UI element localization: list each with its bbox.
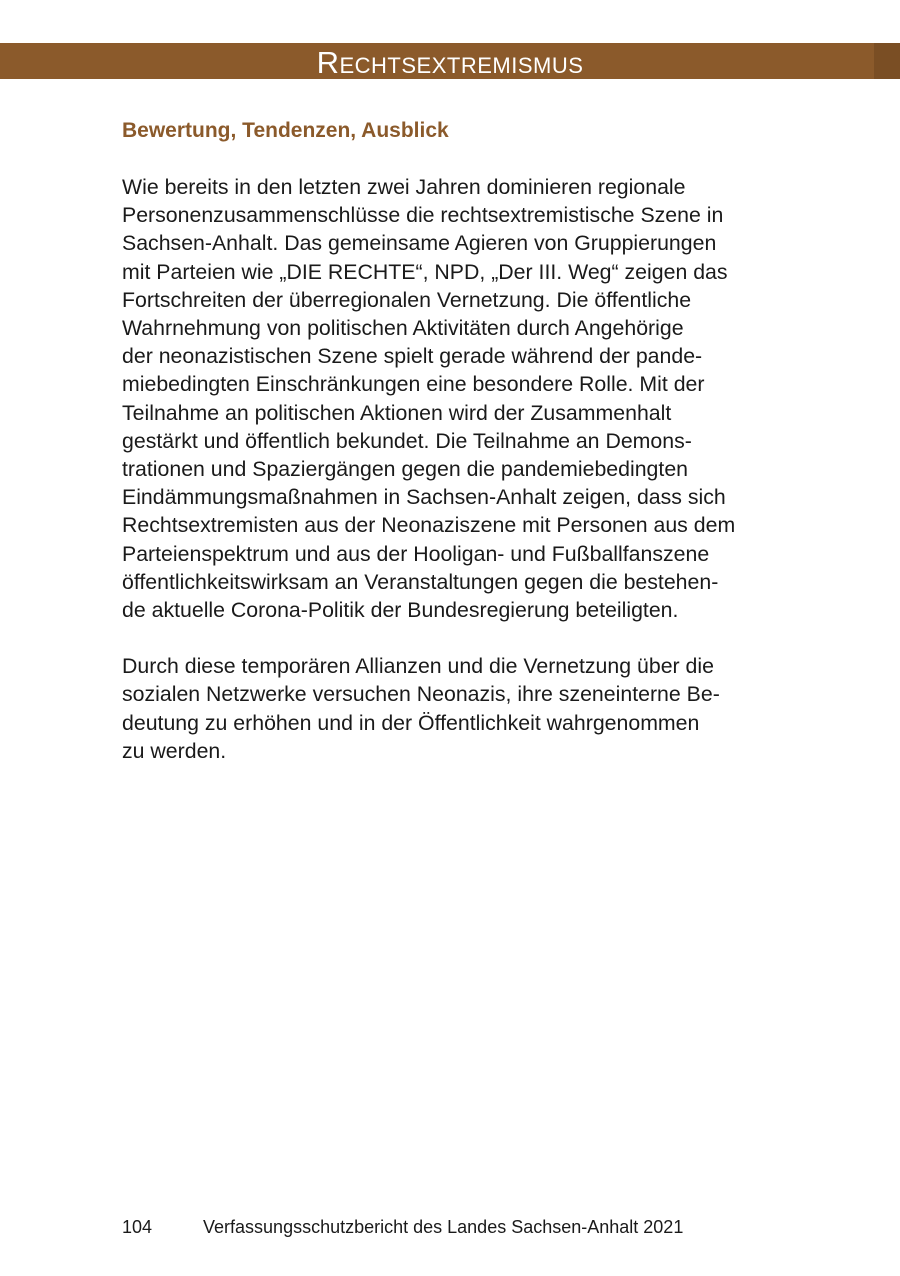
page-number: 104 (122, 1217, 153, 1237)
body-text (122, 173, 782, 793)
page-footer (122, 1214, 683, 1240)
paragraph: Wie bereits in den letzten zwei Jahren dominieren regionale Personenzusammenschlüsse die rechtsextremistische Szene in Sachsen-Anhalt. Das gemeinsame Agieren von Gruppierungen mit Parteien wie „DIE RECHTE“, NPD, „Der III. Weg“ zeigen das Fortschreiten der überregionalen Vernetzung. Die öffentliche Wahrnehmung von politischen Aktivitäten durch Angehörige der neonazistischen Szene spielt gerade während der pande- miebedingten Einschränkungen eine besondere Rolle. Mit der Teilnahme an politischen Aktionen wird der Zusammenhalt gestärkt und öffentlich bekundet. Die Teilnahme an Demons- trationen und Spaziergängen gegen die pandemiebedingten Eindämmungsmaßnahmen in Sachsen-Anhalt zeigen, dass sich Rechtsextremisten aus der Neonaziszene mit Personen aus dem Parteienspektrum und aus der Hooligan- und Fußballfanszene öffentlichkeitswirksam an Veranstaltungen gegen die bestehen- de aktuelle Corona-Politik der Bundesregierung beteiligten. (122, 175, 736, 623)
paragraph: Durch diese temporären Allianzen und die Vernetzung über die sozialen Netzwerke versuchen Neonazis, ihre szeneinterne Be- deutung zu erhöhen und in der Öffentlichkeit wahrgenommen zu werden. (122, 654, 720, 763)
publication-title: Verfassungsschutzbericht des Landes Sachsen-Anhalt 2021 (203, 1217, 684, 1237)
chapter-title: Rechtsextremismus (316, 45, 584, 80)
section-heading: Bewertung, Tendenzen, Ausblick (122, 119, 449, 142)
